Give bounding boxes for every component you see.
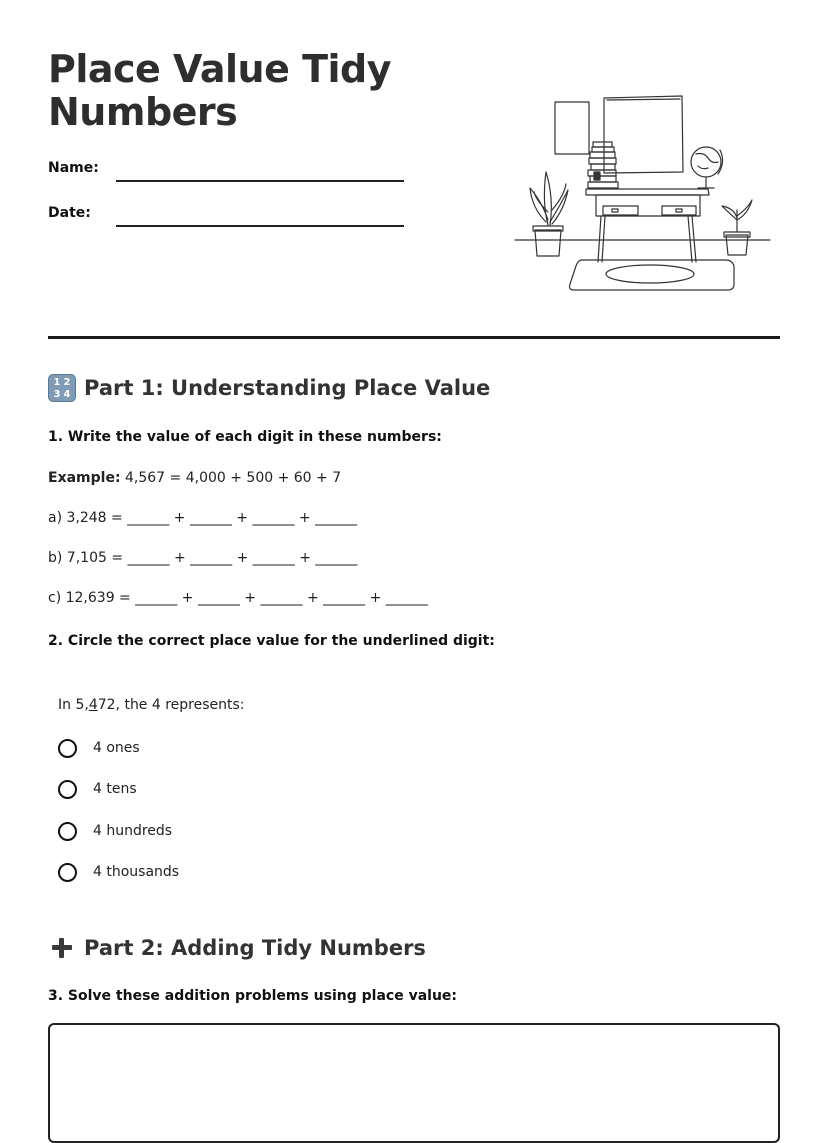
question-1: 1. Write the value of each digit in these numbers:	[48, 429, 442, 445]
option-thousands[interactable]	[58, 860, 179, 884]
stem-before: In 5,	[58, 697, 89, 713]
badge-digit: 1	[53, 377, 61, 388]
exercise-c[interactable]: c) 12,639 = ______ + ______ + ______ + ______ + ______	[48, 590, 428, 606]
option-label: 4 hundreds	[93, 823, 173, 839]
question-3: 3. Solve these addition problems using place value:	[48, 988, 458, 1004]
radio-circle-icon[interactable]	[58, 739, 77, 758]
input-numbers-icon	[48, 374, 76, 402]
part2-heading	[48, 934, 426, 962]
question-2: 2. Circle the correct place value for the underlined digit:	[48, 633, 495, 649]
part2-heading-text: Part 2: Adding Tidy Numbers	[84, 936, 426, 960]
option-label: 4 tens	[93, 781, 137, 797]
date-label: Date:	[48, 205, 91, 221]
date-field[interactable]	[116, 225, 404, 227]
page-title: Place Value Tidy Numbers	[48, 47, 392, 134]
option-label: 4 ones	[93, 740, 140, 756]
radio-circle-icon[interactable]	[58, 863, 77, 882]
badge-digit: 3	[53, 389, 61, 400]
question-2-stem	[58, 697, 245, 713]
badge-digit: 4	[63, 389, 71, 400]
example-line	[48, 470, 341, 486]
plus-icon	[48, 934, 76, 962]
option-tens[interactable]	[58, 777, 137, 801]
radio-circle-icon[interactable]	[58, 780, 77, 799]
classroom-desk-illustration	[512, 92, 776, 296]
name-label: Name:	[48, 160, 99, 176]
name-field[interactable]	[116, 180, 404, 182]
part1-heading-text: Part 1: Understanding Place Value	[84, 376, 491, 400]
example-text: 4,567 = 4,000 + 500 + 60 + 7	[120, 470, 342, 486]
example-label: Example:	[48, 470, 121, 486]
section-divider	[48, 336, 780, 339]
option-ones[interactable]	[58, 736, 140, 760]
exercise-a[interactable]: a) 3,248 = ______ + ______ + ______ + ______	[48, 510, 358, 526]
exercise-b[interactable]: b) 7,105 = ______ + ______ + ______ + ______	[48, 550, 358, 566]
badge-digit: 2	[63, 377, 71, 388]
answer-box[interactable]	[48, 1023, 780, 1143]
underlined-digit: 4	[88, 697, 98, 713]
option-hundreds[interactable]	[58, 819, 172, 843]
radio-circle-icon[interactable]	[58, 822, 77, 841]
option-label: 4 thousands	[93, 864, 180, 880]
stem-after: 72, the 4 represents:	[97, 697, 245, 713]
part1-heading	[48, 374, 490, 402]
